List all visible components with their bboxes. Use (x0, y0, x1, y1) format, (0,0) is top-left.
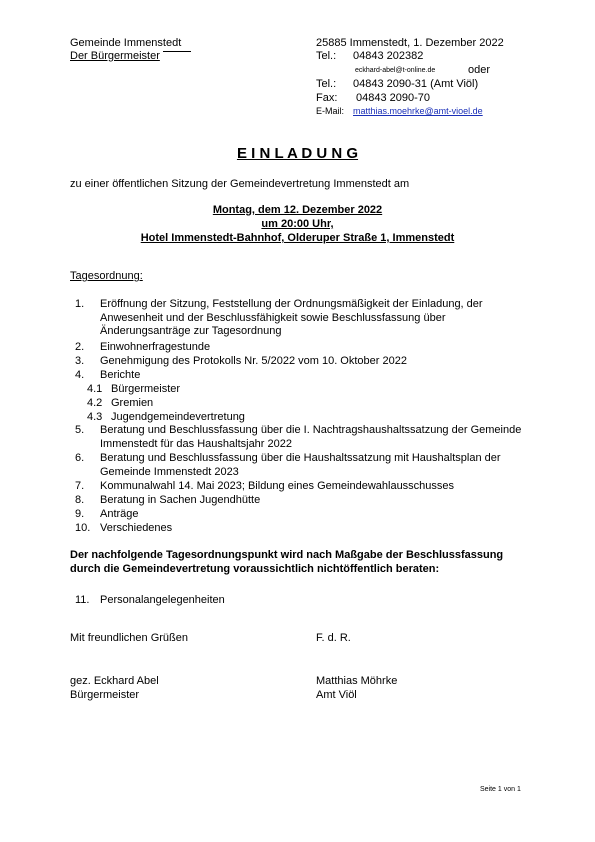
agenda-item (75, 508, 530, 522)
agenda-item-number: 3. (75, 355, 85, 367)
meeting-date: Montag, dem 12. Dezember 2022 (212, 204, 383, 216)
agenda-item-text: Verschiedenes (100, 522, 173, 534)
private-email: eckhard-abel@t-online.de (355, 67, 436, 74)
agenda-item-number: 6. (75, 452, 85, 464)
intro-text: zu einer öffentlichen Sitzung der Gemeindevertretung Immenstedt am (70, 178, 410, 190)
nonpublic-item-number: 11. (75, 594, 90, 606)
nonpublic-note: Der nachfolgende Tagesordnungspunkt wird nach Maßgabe der Beschlussfassung durch die Gemeindevertretung voraussichtlich nichtöffentlich beraten: (70, 549, 504, 575)
agenda-item-number: 8. (75, 494, 85, 506)
place-date: 25885 Immenstedt, 1. Dezember 2022 (316, 37, 504, 49)
municipality-name: Gemeinde Immenstedt (70, 37, 182, 49)
agenda-subitem (87, 383, 180, 395)
tel1-value: 04843 202382 (353, 50, 424, 62)
agenda-subitem-text: Bürgermeister (111, 383, 181, 395)
signatory-name-left: gez. Eckhard Abel (70, 675, 159, 687)
agenda-item-number: 4. (75, 369, 85, 381)
agenda-item-number: 1. (75, 298, 85, 310)
agenda-subitem-text: Jugendgemeindevertretung (111, 411, 245, 423)
tel1-label: Tel.: (316, 50, 337, 62)
agenda-item (75, 494, 530, 508)
agenda-item-number: 10. (75, 522, 91, 534)
signatory-role-left: Bürgermeister (70, 689, 140, 701)
agenda-item (75, 355, 530, 369)
agenda-item-text: Eröffnung der Sitzung, Feststellung der Ordnungsmäßigkeit der Einladung, der Anwesenheit und der Beschlussfähigkeit sowie Beschlussfassung über Änderungsanträge zur Tagesordnung (100, 298, 483, 337)
page-number: Seite 1 von 1 (480, 786, 521, 793)
agenda-item-number: 2. (75, 341, 85, 353)
agenda-item-text: Genehmigung des Protokolls Nr. 5/2022 vom 10. Oktober 2022 (100, 355, 407, 367)
document-title: E I N L A D U N G (236, 145, 359, 162)
agenda-item-text: Beratung und Beschlussfassung über die Haushaltssatzung mit Haushaltsplan der Gemeinde Immenstedt 2023 (100, 452, 501, 478)
signatory-name-right: Matthias Möhrke (316, 675, 398, 687)
office-title: Der Bürgermeister (70, 50, 160, 62)
agenda-item (75, 452, 530, 479)
agenda-item (75, 424, 530, 451)
agenda-item (75, 341, 530, 355)
agenda-subitem-number: 4.3 (87, 411, 103, 423)
agenda-item-text: Beratung in Sachen Jugendhütte (100, 494, 261, 506)
agenda-item-text: Anträge (100, 508, 139, 520)
agenda-subitem-text: Gremien (111, 397, 154, 409)
meeting-time: um 20:00 Uhr, (261, 218, 334, 230)
office-underline (163, 50, 191, 52)
nonpublic-item-text: Personalangelegenheiten (100, 594, 225, 606)
agenda-item-number: 9. (75, 508, 85, 520)
agenda-item-number: 5. (75, 424, 85, 436)
agenda-subitem-number: 4.1 (87, 383, 103, 395)
agenda-item-text: Kommunalwahl 14. Mai 2023; Bildung eines Gemeindewahlausschusses (100, 480, 455, 492)
tel2-value: 04843 2090-31 (Amt Viöl) (353, 78, 479, 90)
agenda-item-text: Einwohnerfragestunde (100, 341, 211, 353)
agenda-item (75, 522, 530, 536)
agenda-subitem (87, 397, 153, 409)
tel2-label: Tel.: (316, 78, 337, 90)
greeting: Mit freundlichen Grüßen (70, 632, 188, 644)
agenda-item (75, 369, 530, 383)
agenda-item-text: Beratung und Beschlussfassung über die I. Nachtragshaushaltssatzung der Gemeinde Immenstedt für das Haushaltsjahr 2022 (100, 424, 522, 450)
signatory-role-right: Amt Viöl (316, 689, 357, 701)
agenda-item (75, 298, 530, 339)
fax-label: Fax: (316, 92, 338, 104)
fax-value: 04843 2090-70 (356, 92, 431, 104)
or-text: oder (468, 64, 491, 76)
meeting-location: Hotel Immenstedt-Bahnhof, Olderuper Straße 1, Immenstedt (140, 232, 455, 244)
email-link[interactable]: matthias.moehrke@amt-vioel.de (353, 106, 483, 116)
agenda-item (75, 480, 530, 494)
agenda-subitem (87, 411, 245, 423)
agenda-subitem-number: 4.2 (87, 397, 103, 409)
email-label: E-Mail: (316, 106, 345, 116)
agenda-item-text: Berichte (100, 369, 141, 381)
agenda-item-number: 7. (75, 480, 85, 492)
fdr-text: F. d. R. (316, 632, 351, 644)
agenda-label: Tagesordnung: (70, 270, 143, 282)
